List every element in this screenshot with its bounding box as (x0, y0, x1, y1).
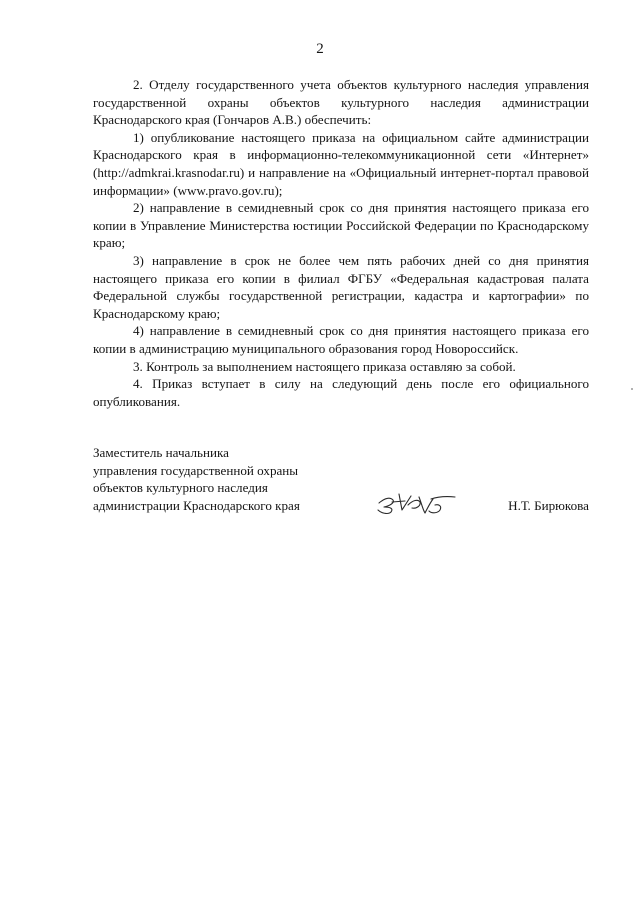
signer-position-line: управления государственной охраны (93, 462, 299, 478)
paragraph-item-2: 2. Отделу государственного учета объектов культурного наследия управления государственной охраны объектов культурного наследия администрации Краснодарского края (Гончаров А.В.) обеспечить: (93, 77, 589, 128)
paragraph-item-4-entry-into-force: 4. Приказ вступает в силу на следующий день после его официального опубликования. (93, 376, 589, 409)
signature-block (93, 444, 589, 524)
signer-name: Н.Т. Бирюкова (508, 498, 589, 513)
signer-position-line: объектов культурного наследия (93, 480, 268, 496)
order-text (93, 76, 589, 410)
signer-position-line: Заместитель начальника (93, 445, 229, 460)
paragraph-item-3-control: 3. Контроль за выполнением настоящего приказа оставляю за собой. (133, 358, 516, 374)
signer-position-line: администрации Краснодарского края (93, 497, 300, 513)
scan-artifact (631, 388, 633, 390)
subparagraph-1-publication: 1) опубликование настоящего приказа на официальном сайте администрации Краснодарского края в информационно-телекоммуникационной сети «Интернет» (http://admkrai.krasnodar.ru) и направление на «Официальный интернет-портал правовой информации» (www.pravo.gov.ru); (93, 129, 589, 198)
subparagraph-4-novorossiysk: 4) направление в семидневный срок со дня принятия настоящего приказа его копии в администрацию муниципального образования город Новороссийск. (93, 323, 589, 356)
subparagraph-3-cadastral-chamber: 3) направление в срок не более чем пять рабочих дней со дня принятия настоящего приказа его копии в филиал ФГБУ «Федеральная кадастровая палата Федеральной службы государственной регистрации, кадастра и картографии» по Краснодарскому краю; (93, 252, 589, 321)
signer-position (93, 444, 363, 514)
handwritten-signature-icon (375, 488, 459, 518)
subparagraph-2-ministry-of-justice: 2) направление в семидневный срок со дня принятия настоящего приказа его копии в Управление Министерства юстиции Российской Федерации по Краснодарскому краю; (93, 200, 589, 251)
page-number: 2 (316, 41, 324, 57)
